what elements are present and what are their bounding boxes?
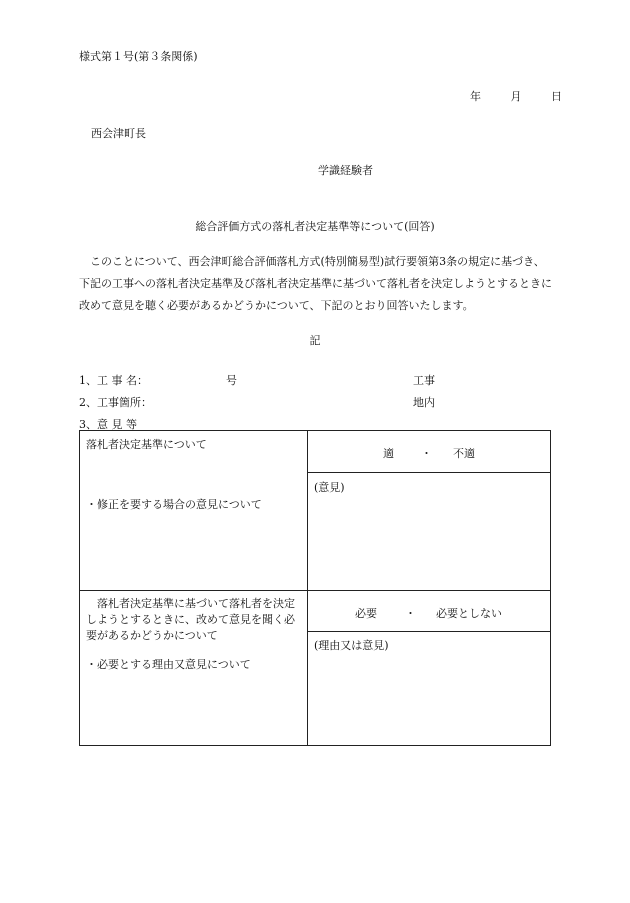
table-divider-vertical — [307, 431, 308, 745]
row2-choice-separator: ・ — [405, 607, 416, 620]
item-project-name-label: 1、工 事 名： — [79, 374, 148, 387]
date-month: 月 — [510, 90, 522, 103]
row2-reason-label: (理由又は意見) — [314, 639, 389, 652]
row1-opinion-label: (意見) — [314, 481, 345, 494]
form-number: 様式第１号(第３条関係) — [79, 50, 198, 63]
table-divider-row — [80, 590, 550, 591]
table-divider-choice1 — [307, 472, 551, 473]
item-location-label: 2、工事箇所： — [79, 396, 152, 409]
item-location-suffix: 地内 — [413, 396, 435, 409]
addressee: 西会津町長 — [91, 127, 146, 140]
date-day: 日 — [551, 90, 562, 103]
item-project-number: 号 — [226, 374, 237, 387]
row2-left-title: 落札者決定基準に基づいて落札者を決定しようとするときに、改めて意見を聞く必要があるかどうかについて — [86, 597, 295, 642]
sender: 学識経験者 — [318, 164, 373, 177]
row1-choice-inappropriate[interactable]: 不適 — [453, 447, 475, 460]
opinion-table — [79, 430, 551, 746]
row1-left-title: 落札者決定基準について — [86, 438, 207, 451]
ki-heading: 記 — [309, 334, 321, 347]
row1-choice-separator: ・ — [421, 447, 432, 460]
date-line — [470, 88, 562, 104]
item-opinion-label: 3、意 見 等 — [79, 418, 137, 431]
table-divider-choice2 — [307, 631, 551, 632]
row2-choice-necessary[interactable]: 必要 — [355, 607, 377, 620]
item-project-suffix: 工事 — [413, 374, 435, 387]
row1-choice-appropriate[interactable]: 適 — [383, 447, 394, 460]
date-year: 年 — [470, 90, 481, 103]
row1-left-sub: ・修正を要する場合の意見について — [86, 498, 262, 511]
row2-left-sub: ・必要とする理由又意見について — [86, 658, 251, 671]
row2-choice-unnecessary[interactable]: 必要としない — [436, 607, 502, 620]
body-paragraph: このことについて、西会津町総合評価落札方式(特別簡易型)試行要領第3条の規定に基づき、下記の工事への落札者決定基準及び落札者決定基準に基づいて落札者を決定しようとするときに改めて意見を聴く必要があるかどうかについて、下記のとおり回答いたします。 — [79, 255, 552, 312]
document-title: 総合評価方式の落札者決定基準等について(回答) — [195, 220, 435, 233]
